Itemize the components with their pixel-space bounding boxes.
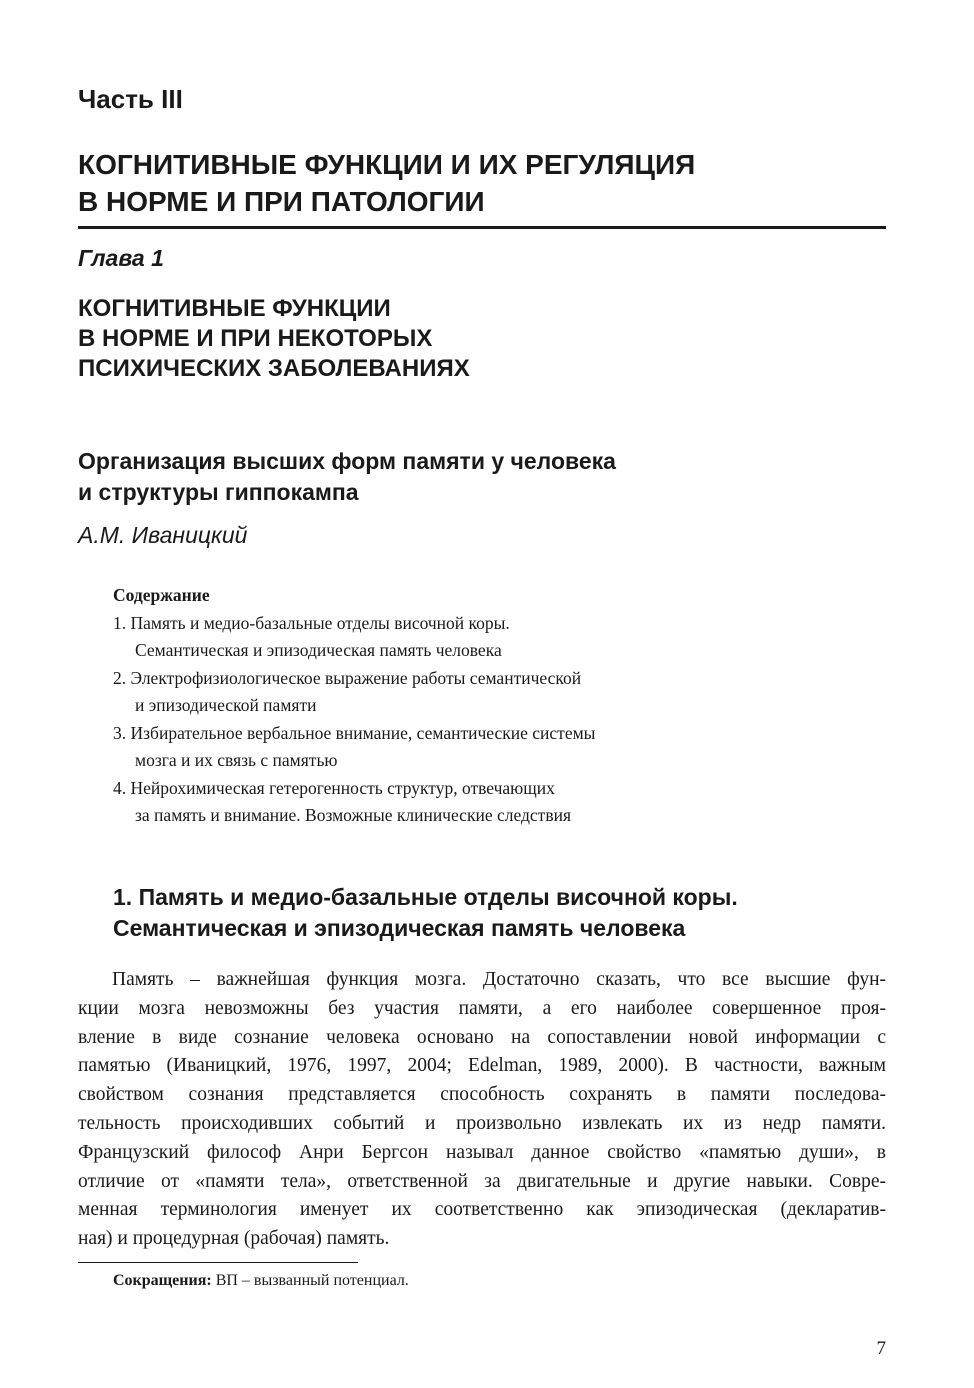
body-line: памятью (Иваницкий, 1976, 1997, 2004; Edelman, 1989, 2000). В частности, важным — [78, 1055, 886, 1077]
section-title-line-1: Организация высших форм памяти у человека — [78, 448, 616, 474]
section-title-line-2: и структуры гиппокампа — [78, 479, 359, 505]
body-paragraph — [78, 966, 886, 1254]
toc-item-2 — [113, 665, 813, 720]
subsection-title-line-2: Семантическая и эпизодическая память человека — [113, 915, 686, 941]
part-title-line-1: КОГНИТИВНЫЕ ФУНКЦИИ И ИХ РЕГУЛЯЦИЯ — [78, 149, 696, 180]
chapter-title-line-1: КОГНИТИВНЫЕ ФУНКЦИИ — [78, 295, 391, 322]
body-line: Французский философ Анри Бергсон называл данное свойство «памятью души», в — [78, 1141, 886, 1163]
body-line: кции мозга невозможны без участия памяти, а его наиболее совершенное проя- — [78, 997, 886, 1019]
toc-item-line: за память и внимание. Возможные клинические следствия — [135, 805, 571, 825]
chapter-title — [78, 294, 838, 384]
author-name: А.М. Иваницкий — [78, 522, 248, 548]
toc-item-line: мозга и их связь с памятью — [135, 750, 338, 770]
toc-item-line: 2. Электрофизиологическое выражение работы семантической — [113, 667, 582, 688]
toc-item-1 — [113, 610, 813, 665]
footnote-label: Сокращения: — [113, 1272, 212, 1289]
body-line: отличие от «памяти тела», ответственной за двигательные и другие навыки. Совре- — [78, 1170, 886, 1192]
chapter-title-line-2: В НОРМЕ И ПРИ НЕКОТОРЫХ — [78, 325, 433, 352]
toc-list — [113, 610, 813, 830]
toc-item-3 — [113, 720, 813, 775]
section-title — [78, 446, 858, 508]
subsection-title-line-1: 1. Память и медио-базальные отделы височной коры. — [113, 884, 738, 910]
toc-item-line: 1. Память и медио-базальные отделы височной коры. — [113, 612, 510, 633]
chapter-label: Глава 1 — [78, 245, 164, 271]
toc-item-line: 4. Нейрохимическая гетерогенность структур, отвечающих — [113, 777, 555, 798]
toc-item-line: 3. Избирательное вербальное внимание, семантические системы — [113, 722, 596, 743]
subsection-title — [113, 882, 873, 944]
body-line: ная) и процедурная (рабочая) память. — [78, 1228, 390, 1250]
page-number: 7 — [876, 1338, 886, 1359]
footnote — [113, 1272, 409, 1290]
part-title-line-2: В НОРМЕ И ПРИ ПАТОЛОГИИ — [78, 186, 485, 217]
chapter-title-line-3: ПСИХИЧЕСКИХ ЗАБОЛЕВАНИЯХ — [78, 355, 470, 382]
body-line: менная терминология именует их соответственно как эпизодическая (декларатив- — [78, 1199, 886, 1221]
part-title — [78, 146, 888, 220]
body-line: Память – важнейшая функция мозга. Достаточно сказать, что все высшие фун- — [112, 969, 886, 990]
toc-item-line: Семантическая и эпизодическая память человека — [135, 640, 502, 660]
body-line: свойством сознания представляется способность сохранять в памяти последова- — [78, 1084, 886, 1106]
body-line: вление в виде сознание человека основано на сопоставлении новой информации с — [78, 1026, 886, 1048]
part-label: Часть III — [78, 84, 183, 114]
toc-heading: Содержание — [113, 585, 210, 605]
toc-item-4 — [113, 775, 813, 830]
footnote-text: ВП – вызванный потенциал. — [211, 1272, 409, 1289]
table-of-contents — [113, 582, 813, 830]
body-line: тельность происходивших событий и произвольно извлекать их из недр памяти. — [78, 1112, 886, 1134]
footnote-divider — [78, 1262, 358, 1263]
toc-item-line: и эпизодической памяти — [135, 695, 317, 715]
part-divider — [78, 226, 886, 229]
